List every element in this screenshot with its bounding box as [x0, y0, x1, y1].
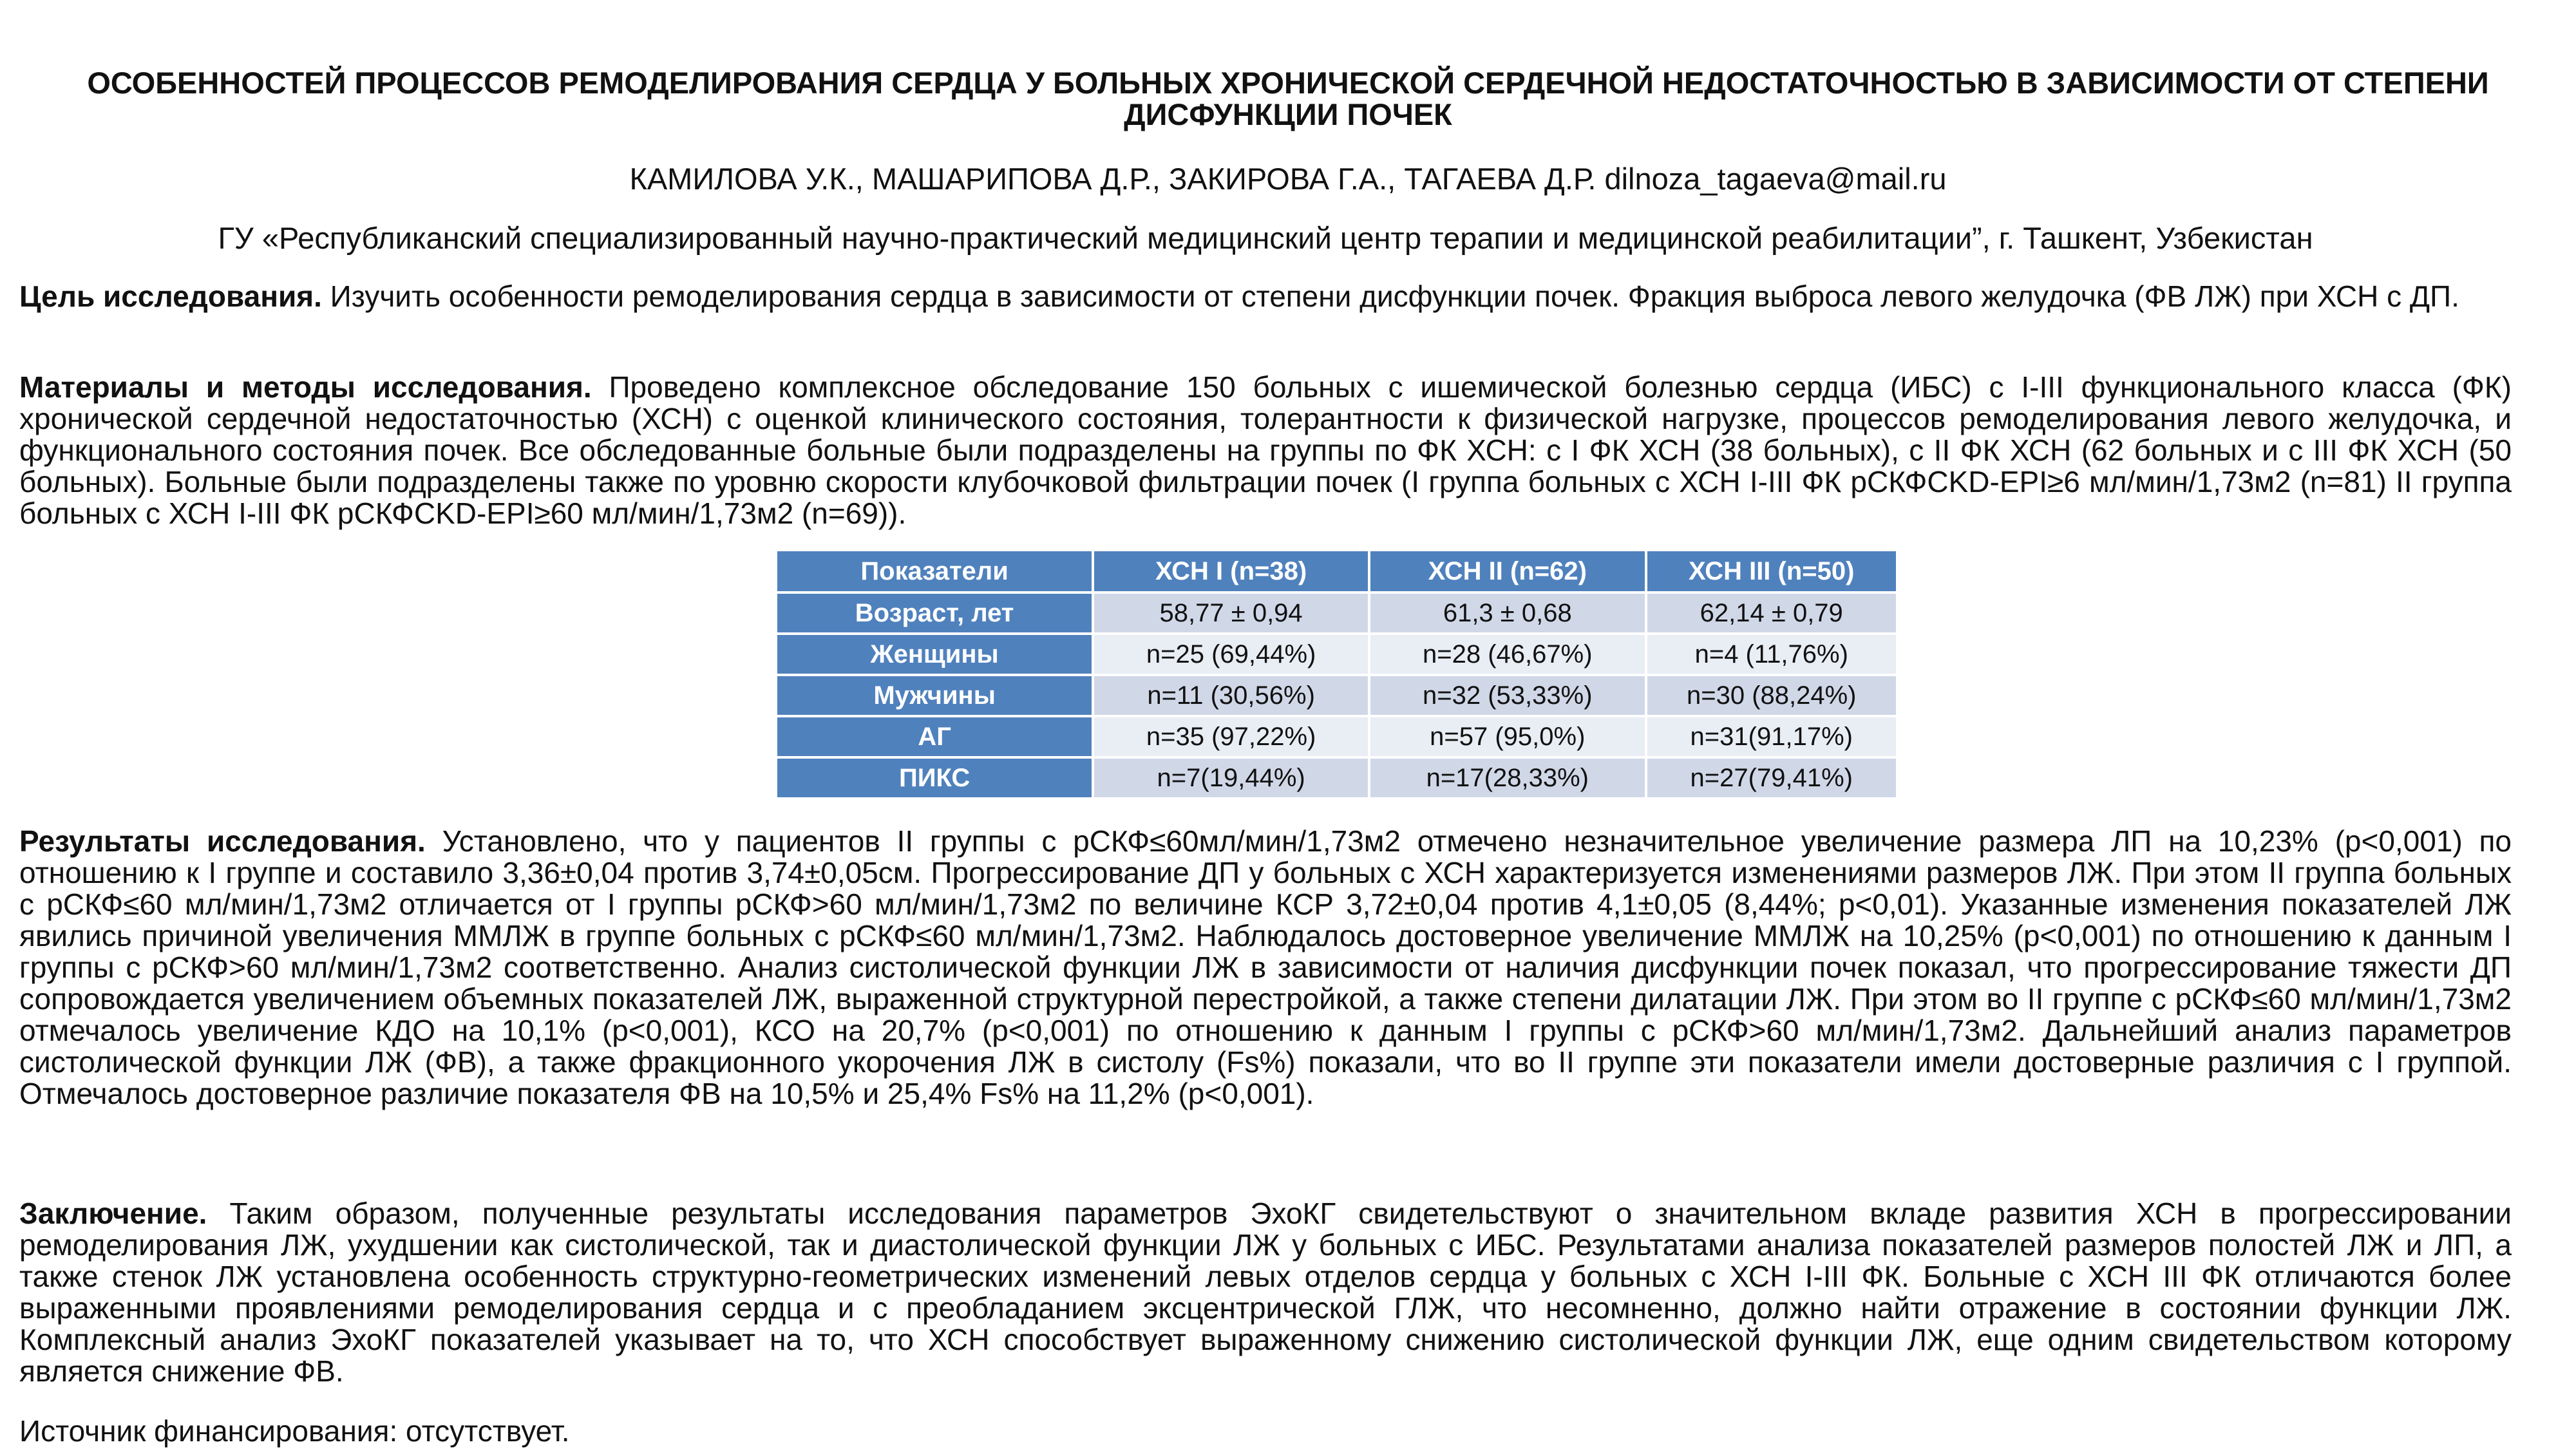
table-cell: n=4 (11,76%) — [1646, 634, 1898, 675]
table-cell: n=11 (30,56%) — [1093, 675, 1369, 716]
table-row — [776, 716, 1897, 757]
table-cell: n=57 (95,0%) — [1369, 716, 1645, 757]
methods-paragraph — [19, 372, 2512, 529]
goal-heading: Цель исследования. — [19, 279, 322, 313]
row-label: ПИКС — [776, 757, 1093, 799]
row-label: Женщины — [776, 634, 1093, 675]
results-heading: Результаты исследования. — [19, 824, 426, 858]
table-cell: n=7(19,44%) — [1093, 757, 1369, 799]
table-cell: n=25 (69,44%) — [1093, 634, 1369, 675]
methods-text: Проведено комплексное обследование 150 больных с ишемической болезнью сердца (ИБС) с I-III функционального класса (ФК) хронической сердечной недостаточностью (ХСН) с оценкой клинического состояния, толерантности к физической нагрузке, процессов ремоделирования левого желудочка, и функционального состояния почек. Все обследованные больные были подразделены на группы по ФК ХСН: с I ФК ХСН (38 больных), с II ФК ХСН (62 больных и с III ФК ХСН (50 больных). Больные были подразделены также по уровню скорости клубочковой фильтрации почек (I группа больных с ХСН I-III ФК рСКФCKD-EPI≥6 мл/мин/1,73м2 (n=81) II группа больных с ХСН I-III ФК рСКФCKD-EPI≥60 мл/мин/1,73м2 (n=69)). — [19, 370, 2512, 530]
authors-line: КАМИЛОВА У.К., МАШАРИПОВА Д.Р., ЗАКИРОВА Г.А., ТАГАЕВА Д.Р. dilnoza_tagaeva@mail.ru — [629, 162, 1947, 196]
methods-heading: Материалы и методы исследования. — [19, 370, 592, 404]
table-cell: n=35 (97,22%) — [1093, 716, 1369, 757]
table-row — [776, 757, 1897, 799]
table-header-cell: ХСН II (n=62) — [1369, 550, 1645, 592]
table-cell: n=27(79,41%) — [1646, 757, 1898, 799]
results-text: Установлено, что у пациентов II группы с рСКФ≤60мл/мин/1,73м2 отмечено незначительное увеличение размера ЛП на 10,23% (p<0,001) по отношению к I группе и составило 3,36±0,04 против 3,74±0,05см. Прогрессирование ДП у больных с ХСН характеризуется изменениями размеров ЛЖ. При этом II группа больных с рСКФ≤60 мл/мин/1,73м2 отличается от I группы рСКФ>60 мл/мин/1,73м2 по величине КСР 3,72±0,04 против 4,1±0,05 (8,44%; р<0,01). Указанные изменения показателей ЛЖ явились причиной увеличения ММЛЖ в группе больных с рСКФ≤60 мл/мин/1,73м2. Наблюдалось достоверное увеличение ММЛЖ на 10,25% (р<0,001) по отношению к данным I группы с рСКФ>60 мл/мин/1,73м2 соответственно. Анализ систолической функции ЛЖ в зависимости от наличия дисфункции почек показал, что прогрессирование тяжести ДП сопровождается увеличением объемных показателей ЛЖ, выраженной структурной перестройкой, а также степени дилатации ЛЖ. При этом во II группе с рСКФ≤60 мл/мин/1,73м2 отмечалось увеличение КДО на 10,1% (р<0,001), КСО на 20,7% (р<0,001) по отношению к данным I группы с рСКФ>60 мл/мин/1,73м2. Дальнейший анализ параметров систолической функции ЛЖ (ФВ), а также фракционного укорочения ЛЖ в систолу (Fs%) показали, что во II группе эти показатели имели достоверные различия с I группой. Отмечалось достоверное различие показателя ФВ на 10,5% и 25,4% Fs% на 11,2% (р<0,001). — [19, 824, 2512, 1110]
table-cell: n=17(28,33%) — [1369, 757, 1645, 799]
table-cell: n=32 (53,33%) — [1369, 675, 1645, 716]
table-header-cell: ХСН I (n=38) — [1093, 550, 1369, 592]
goal-text: Изучить особенности ремоделирования сердца в зависимости от степени дисфункции почек. Фракция выброса левого желудочка (ФВ ЛЖ) при ХСН с ДП. — [321, 279, 2459, 313]
row-label: Возраст, лет — [776, 592, 1093, 634]
table-header-cell: Показатели — [776, 550, 1093, 592]
row-label: АГ — [776, 716, 1093, 757]
organization-line: ГУ «Республиканский специализированный научно-практический медицинский центр терапии и медицинской реабилитации”, г. Ташкент, Узбекистан — [218, 221, 2313, 255]
table-cell: n=30 (88,24%) — [1646, 675, 1898, 716]
characteristics-table — [775, 549, 1899, 800]
table-cell: 62,14 ± 0,79 — [1646, 592, 1898, 634]
page-title: ОСОБЕННОСТЕЙ ПРОЦЕССОВ РЕМОДЕЛИРОВАНИЯ СЕРДЦА У БОЛЬНЫХ ХРОНИЧЕСКОЙ СЕРДЕЧНОЙ НЕДОСТАТОЧНОСТЬЮ В ЗАВИСИМОСТИ ОТ СТЕПЕНИ ДИСФУНКЦИИ ПОЧЕК — [87, 66, 2489, 131]
conclusion-text: Таким образом, полученные результаты исследования параметров ЭхоКГ свидетельствуют о значительном вкладе развития ХСН в прогрессировании ремоделирования ЛЖ, ухудшении как систолической, так и диастолической функции ЛЖ у больных с ИБС. Результатами анализа показателей размеров полостей ЛЖ и ЛП, а также стенок ЛЖ установлена особенность структурно-геометрических изменений левых отделов сердца у больных с ХСН I-III ФК. Больные с ХСН III ФК отличаются более выраженными проявлениями ремоделирования сердца и с преобладанием эксцентрической ГЛЖ, что несомненно, должно найти отражение в состоянии функции ЛЖ. Комплексный анализ ЭхоКГ показателей указывает на то, что ХСН способствует выраженному снижению систолической функции ЛЖ, еще одним свидетельством которому является снижение ФВ. — [19, 1197, 2512, 1388]
funding-line: Источник финансирования: отсутствует. — [19, 1414, 570, 1448]
table-header-cell: ХСН III (n=50) — [1646, 550, 1898, 592]
table-cell: 58,77 ± 0,94 — [1093, 592, 1369, 634]
table-header-row — [776, 550, 1897, 592]
table-cell: n=28 (46,67%) — [1369, 634, 1645, 675]
conclusion-heading: Заключение. — [19, 1197, 207, 1230]
table-row — [776, 592, 1897, 634]
table-row — [776, 634, 1897, 675]
goal-paragraph — [19, 281, 2512, 312]
conclusion-paragraph — [19, 1198, 2512, 1387]
results-paragraph — [19, 826, 2512, 1110]
row-label: Мужчины — [776, 675, 1093, 716]
table-row — [776, 675, 1897, 716]
table-cell: n=31(91,17%) — [1646, 716, 1898, 757]
table-cell: 61,3 ± 0,68 — [1369, 592, 1645, 634]
